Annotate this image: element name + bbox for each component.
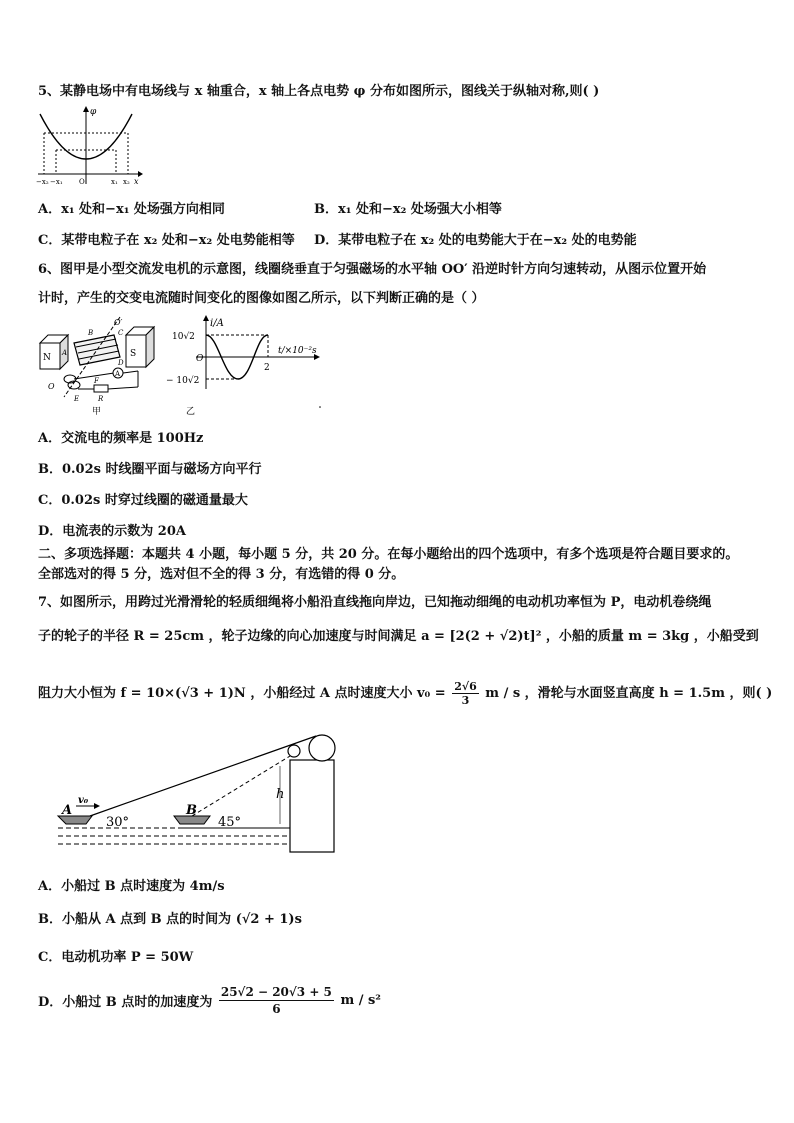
q6-y-top: 10√2 — [172, 332, 195, 342]
q6-y-label: i/A — [210, 318, 224, 329]
q7-option-d-fraction — [219, 984, 334, 1017]
q6-y-bottom: − 10√2 — [166, 376, 200, 386]
q6-label-r: R — [98, 395, 104, 403]
q6-label-f: F — [94, 377, 99, 385]
q7-option-a: A．小船过 B 点时速度为 4m/s — [38, 879, 225, 894]
q6-caption-yi: 乙 — [186, 407, 196, 417]
q6-option-a: A．交流电的频率是 100Hz — [38, 431, 204, 446]
q6-stem-line2: 计时，产生的交变电流随时间变化的图像如图乙所示，以下判断正确的是（ ） — [38, 291, 485, 306]
q6-x-label: t/×10⁻²s — [278, 346, 317, 356]
q7-label-b: B — [186, 803, 197, 818]
q7-option-d-prefix: D．小船过 B 点时的加速度为 — [38, 995, 213, 1010]
q7-v0-denominator: 3 — [461, 694, 470, 707]
q6-caption-jia: 甲 — [92, 407, 102, 417]
q7-v0-numerator: 2√6 — [454, 680, 477, 693]
q7-line2: 子的轮子的半径 R = 25cm ，轮子边缘的向心加速度与时间满足 a = [2(2 + √2)t]² ，小船的质量 m = 3kg ，小船受到 — [38, 629, 759, 644]
q7-v0-fraction — [452, 680, 479, 707]
q5-option-c: C．某带电粒子在 x₂ 处和−x₂ 处电势能相等 — [38, 233, 295, 248]
q6-label-s: S — [130, 349, 137, 359]
q6-label-d: D — [118, 359, 124, 367]
q7-label-a: A — [62, 803, 73, 818]
q6-current-graph — [166, 313, 336, 417]
q5-option-d: D．某带电粒子在 x₂ 处的电势能大于在−x₂ 处的电势能 — [314, 233, 637, 248]
q5-option-b: B．x₁ 处和−x₂ 处场强大小相等 — [314, 202, 502, 217]
q7-boat-figure — [50, 726, 370, 856]
q6-label-o-prime: O′ — [114, 318, 123, 327]
q7-line3-suffix: m / s ，滑轮与水面竖直高度 h = 1.5m ，则( ) — [485, 686, 773, 701]
q7-angle-b: 45° — [218, 815, 242, 830]
q6-label-b: B — [88, 329, 94, 337]
section2-line1: 二、多项选择题：本题共 4 小题，每小题 5 分，共 20 分。在每小题给出的四个选项中，有多个选项是符合题目要求的。 — [38, 547, 739, 562]
q7-line1: 7、如图所示，用跨过光滑滑轮的轻质细绳将小船沿直线拖向岸边，已知拖动细绳的电动机功率恒为 P，电动机卷绕绳 — [38, 595, 712, 610]
q6-option-c: C．0.02s 时穿过线圈的磁通量最大 — [38, 493, 248, 508]
q6-stem-line1: 6、图甲是小型交流发电机的示意图，线圈绕垂直于匀强磁场的水平轴 OO′ 沿逆时针方向匀速转动，从图示位置开始 — [38, 262, 707, 277]
q7-option-d-numerator: 25√2 − 20√3 + 5 — [220, 985, 332, 999]
q7-option-d-denominator: 6 — [272, 1002, 281, 1016]
q7-angle-a: 30° — [106, 815, 130, 830]
q7-line3 — [38, 680, 772, 707]
q7-label-v0: v₀ — [78, 795, 89, 806]
q6-generator-figure — [34, 313, 164, 417]
q6-label-c: C — [118, 329, 124, 337]
q5-stem: 5、某静电场中有电场线与 x 轴重合，x 轴上各点电势 φ 分布如图所示，图线关于纵轴对称,则( ) — [38, 84, 600, 99]
q5-tick-x2: x₂ — [123, 178, 130, 186]
q5-option-a: A．x₁ 处和−x₁ 处场强方向相同 — [38, 202, 225, 217]
q6-origin: O — [196, 354, 204, 364]
q5-potential-graph — [34, 104, 144, 188]
q7-label-h: h — [276, 787, 285, 802]
q6-option-b: B．0.02s 时线圈平面与磁场方向平行 — [38, 462, 262, 477]
q6-label-a: A — [62, 349, 68, 357]
q5-tick-neg-x1: −x₁ — [50, 178, 63, 186]
q7-option-d — [38, 984, 381, 1017]
q6-label-e: E — [74, 395, 80, 403]
q7-option-d-unit: m / s² — [340, 993, 382, 1008]
q5-tick-x1: x₁ — [111, 178, 118, 186]
q7-option-b: B．小船从 A 点到 B 点的时间为 (√2 + 1)s — [38, 912, 302, 927]
svg-text:A: A — [115, 370, 121, 378]
q6-label-n: N — [43, 353, 51, 363]
q6-label-o: O — [48, 382, 55, 391]
q6-option-d: D．电流表的示数为 20A — [38, 524, 186, 539]
q6-x-tick: 2 — [264, 363, 270, 373]
q7-option-c: C．电动机功率 P = 50W — [38, 950, 194, 965]
q5-x-label: x — [134, 177, 139, 186]
q5-tick-origin: O — [79, 178, 85, 186]
q7-line3-prefix: 阻力大小恒为 f = 10×(√3 + 1)N ，小船经过 A 点时速度大小 v₀ = — [38, 686, 446, 701]
q5-tick-neg-x2: −x₂ — [36, 178, 49, 186]
q5-y-label: φ — [90, 107, 97, 117]
section2-line2: 全部选对的得 5 分，选对但不全的得 3 分，有选错的得 0 分。 — [38, 567, 405, 582]
